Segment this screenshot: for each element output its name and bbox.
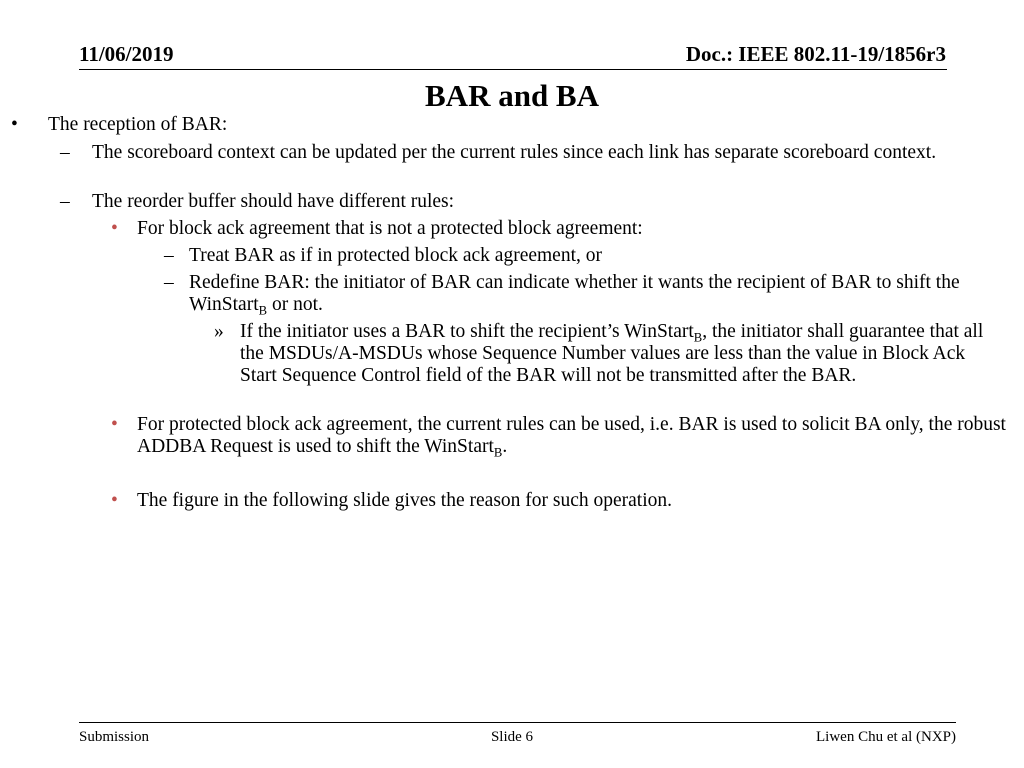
dash-icon: – [60,191,70,212]
bullet-text: The figure in the following slide gives the reason for such operation. [137,490,673,511]
bullet-text: Treat BAR as if in protected block ack agreement, or [189,245,602,266]
subscript: B [493,445,503,460]
footer-submission: Submission [79,729,150,745]
dash-icon: – [164,245,174,266]
footer-divider [79,722,956,723]
bullet-text [137,414,1012,458]
bullet-dot-icon: • [111,414,118,435]
text-run: If the initiator uses a BAR to shift the recipient’s WinStart [240,321,694,342]
footer-slide-number: Slide 6 [490,729,534,745]
slide-title: BAR and BA [425,78,599,113]
double-chevron-icon: » [214,321,224,342]
footer-author: Liwen Chu et al (NXP) [816,729,956,745]
dash-icon: – [164,272,174,293]
header-date: 11/06/2019 [79,42,174,66]
bullet-dot-icon: • [11,114,18,135]
text-run: or not. [267,294,323,315]
text-run: For protected block ack agreement, the current rules can be used, i.e. BAR is used to solicit BA only, the robust ADDBA Request is used to shift the WinStart [137,414,1006,457]
bullet-text: The scoreboard context can be updated per the current rules since each link has separate scoreboard context. [92,142,937,163]
bullet-text: For block ack agreement that is not a protected block agreement: [137,218,643,239]
text-run: . [502,436,508,457]
text-run: , the initiator shall guarantee that all the MSDUs/A-MSDUs whose Sequence Number values are less than the value in Block Ack Start Sequence Control field of the BAR will not be transmitted after the BAR. [240,321,984,386]
bullet-text [189,272,1014,316]
bullet-text [240,321,1000,387]
header-divider [79,69,947,70]
text-run: Redefine BAR: the initiator of BAR can indicate whether it wants the recipient of BAR to shift the WinStart [189,272,960,315]
subscript: B [258,303,268,318]
bullet-text: The reorder buffer should have different rules: [92,191,455,212]
subscript: B [693,330,703,345]
bullet-dot-icon: • [111,490,118,511]
dash-icon: – [60,142,70,163]
header-doc-id: Doc.: IEEE 802.11-19/1856r3 [685,42,946,66]
bullet-dot-icon: • [111,218,118,239]
bullet-text: The reception of BAR: [48,114,228,135]
